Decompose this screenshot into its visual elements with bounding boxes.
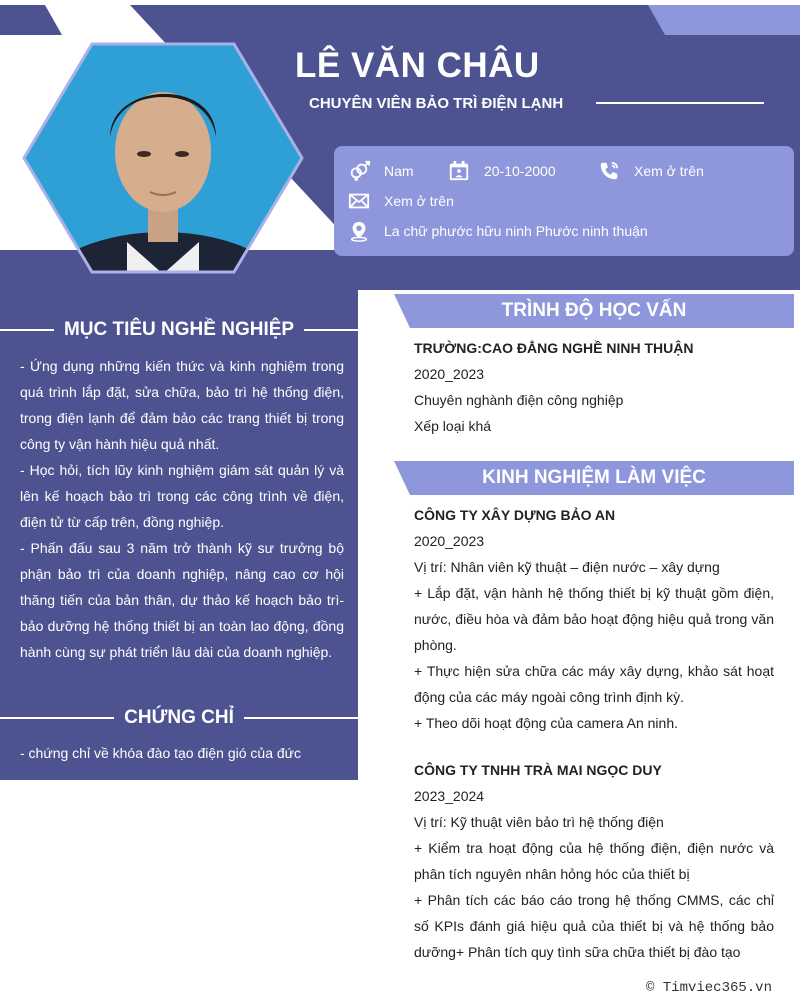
job-duty: + Theo dõi hoạt động của camera An ninh. [414, 715, 678, 731]
birthday-value: 20-10-2000 [484, 163, 556, 179]
title-divider [596, 102, 764, 104]
education-period: 2020_2023 [414, 366, 485, 382]
education-heading-label: TRÌNH ĐỘ HỌC VẤN [501, 300, 687, 321]
education-content [414, 335, 774, 439]
calendar-icon [448, 160, 470, 182]
location-icon [348, 220, 370, 242]
contact-gender [348, 160, 414, 182]
job-duty: + Thực hiện sửa chữa các máy xây dựng, khảo sát hoạt động của các máy ngoài công trình định kỳ. [414, 663, 774, 705]
contact-email [348, 190, 454, 212]
certificates-block [0, 688, 358, 780]
gender-value: Nam [384, 163, 414, 179]
experience-heading-label: KINH NGHIỆM LÀM VIỆC [482, 467, 706, 488]
email-value: Xem ở trên [384, 193, 454, 209]
objective-paragraph: - Phấn đấu sau 3 năm trở thành kỹ sư trưởng bộ phận bảo trì của doanh nghiệp, nâng cao cơ hội thăng tiến của bản thân, dự thảo kế hoạch bảo trì- bảo dưỡng hệ thống thiết bị an toàn lao động, đồng hành cùng sự phát triển lâu dài của doanh nghiệp. [20, 540, 344, 660]
job-title: CHUYÊN VIÊN BẢO TRÌ ĐIỆN LẠNH [309, 95, 564, 112]
education-rank: Xếp loại khá [414, 418, 492, 434]
job-position: Vị trí: Nhân viên kỹ thuật – điện nước – xây dựng [414, 559, 720, 575]
objective-text [20, 353, 344, 665]
candidate-name: LÊ VĂN CHÂU [295, 46, 540, 85]
experience-heading [394, 461, 794, 495]
address-value: La chữ phước hữu ninh Phước ninh thuận [384, 223, 648, 239]
job-duty: + Phân tích các báo cáo trong hệ thống CMMS, các chỉ số KPIs đánh giá hiệu quả của thiết bị và hệ thống bảo dưỡng+ Phân tích quy tình sữa chữa thiết bị đào tạo [414, 892, 774, 960]
job-duty: + Kiểm tra hoạt động của hệ thống điện, điện nước và phân tích nguyên nhân hỏng hóc của thiết bị [414, 840, 774, 882]
contact-address [348, 220, 648, 242]
objective-heading [0, 315, 358, 345]
profile-photo [22, 42, 304, 274]
education-heading [394, 294, 794, 328]
contact-phone [598, 160, 704, 182]
certificate-item: - chứng chỉ về khóa đào tạo điện gió của đức [20, 745, 302, 761]
email-icon [348, 190, 370, 212]
experience-job-1 [414, 502, 774, 736]
job-duty: + Lắp đặt, vận hành hệ thống thiết bị kỹ thuật gồm điện, nước, điều hòa và đảm bảo hoạt động hiệu quả trong văn phòng. [414, 585, 774, 653]
watermark: © Timviec365.vn [645, 980, 772, 996]
phone-value: Xem ở trên [634, 163, 704, 179]
phone-icon [598, 160, 620, 182]
education-major: Chuyên nghành điện công nghiệp [414, 392, 624, 408]
certificates-heading-label: CHỨNG CHỈ [124, 707, 234, 728]
objective-paragraph: - Học hỏi, tích lũy kinh nghiệm giám sát quản lý và lên kế hoạch bảo trì trong các công trình về điện, điện tử từ cấp trên, đồng nghiệp. [20, 462, 344, 530]
experience-job-2 [414, 757, 774, 965]
objective-paragraph: - Ứng dụng những kiến thức và kinh nghiệm trong quá trình lắp đặt, sửa chữa, bảo trì hệ thống điện, trong điện lạnh để đảm bảo các trang thiết bị trong công ty vận hành hiệu quả nhất. [20, 358, 344, 452]
certificates-heading [0, 703, 358, 733]
certificates-list [20, 740, 344, 766]
school-name: TRƯỜNG:CAO ĐẲNG NGHỀ NINH THUẬN [414, 340, 694, 356]
objective-heading-label: MỤC TIÊU NGHỀ NGHIỆP [63, 319, 295, 340]
job-period: 2023_2024 [414, 788, 485, 804]
company-name: CÔNG TY XÂY DỰNG BẢO AN [414, 507, 616, 523]
contact-birthday [448, 160, 556, 182]
job-position: Vị trí: Kỹ thuật viên bảo trì hệ thống điện [414, 814, 664, 830]
company-name: CÔNG TY TNHH TRÀ MAI NGỌC DUY [414, 762, 662, 778]
gender-icon [348, 160, 370, 182]
job-period: 2020_2023 [414, 533, 485, 549]
